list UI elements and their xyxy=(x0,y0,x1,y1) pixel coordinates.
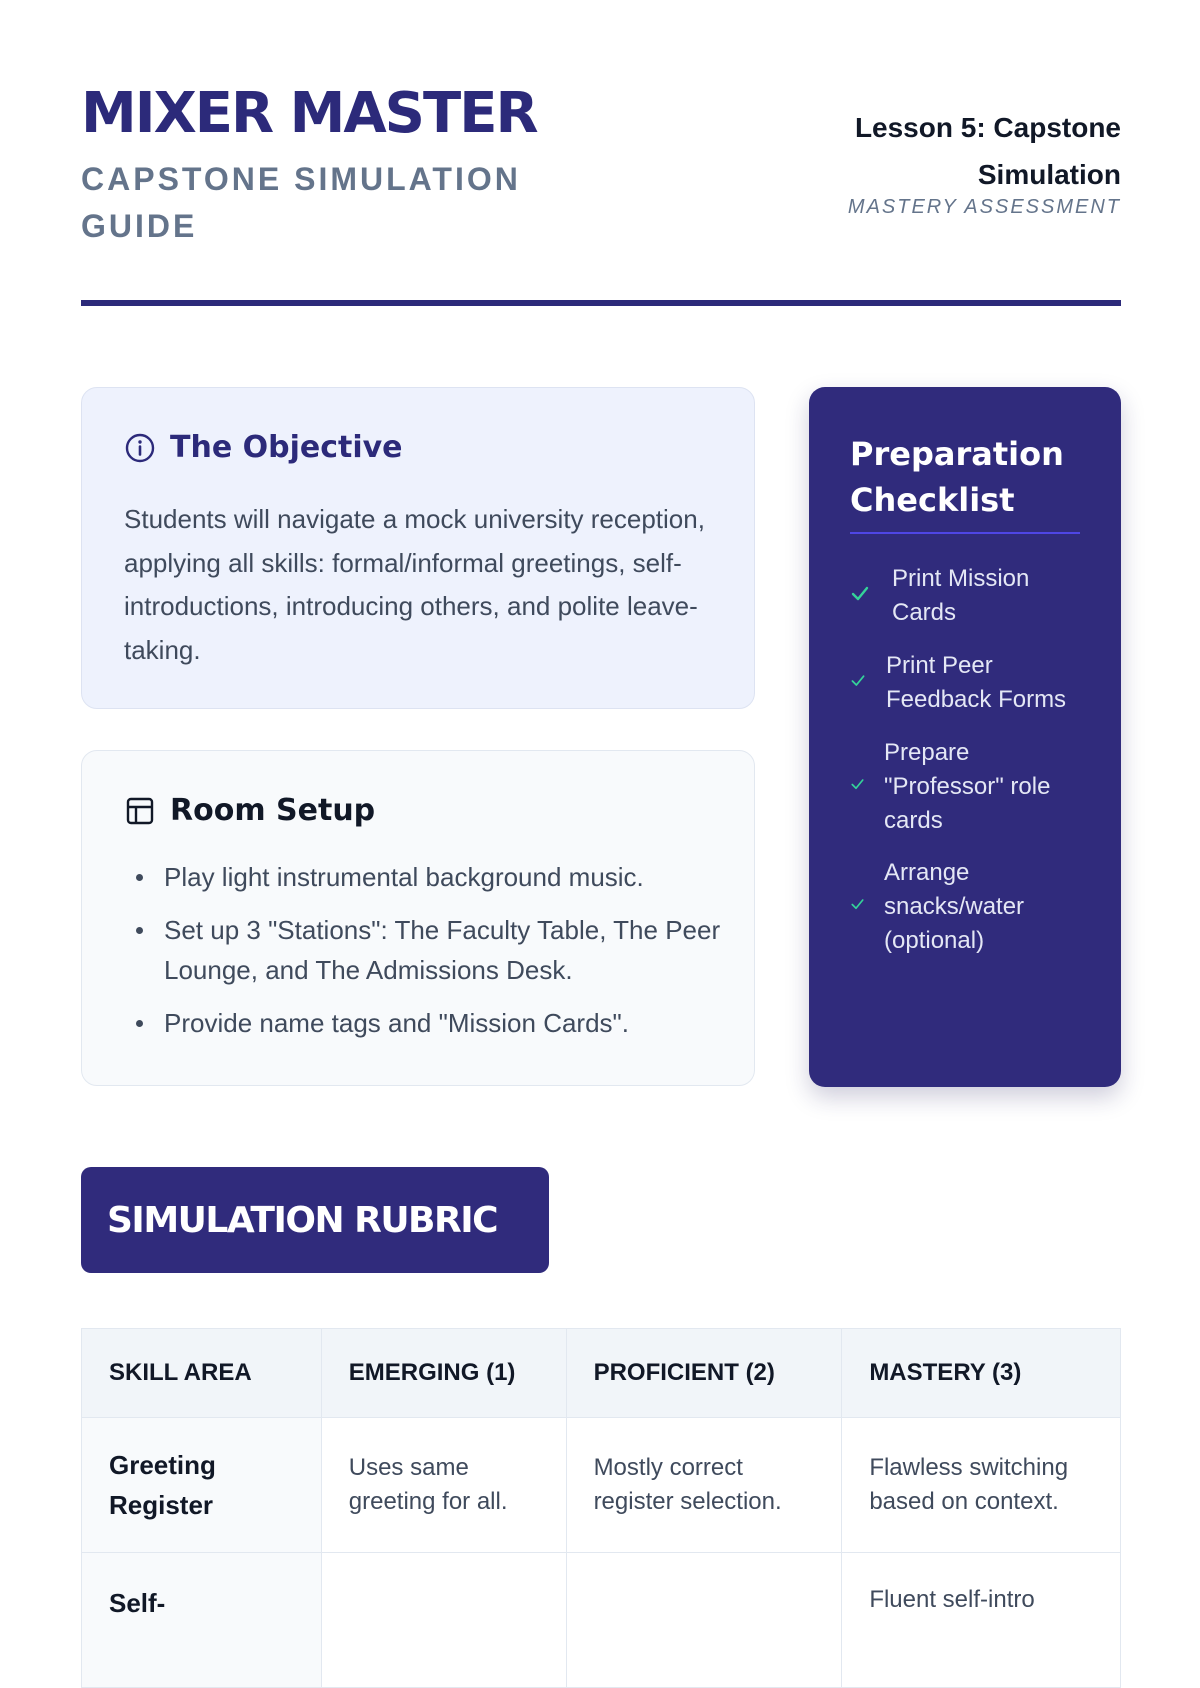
table-row xyxy=(82,1418,1121,1553)
table-row xyxy=(82,1553,1121,1688)
room-setup-card xyxy=(81,750,755,1086)
column-header: MASTERY (3) xyxy=(842,1329,1121,1418)
mastery-cell: Fluent self-intro xyxy=(842,1553,1121,1688)
objective-header xyxy=(124,432,403,464)
objective-body: Students will navigate a mock university reception, applying all skills: formal/informal greetings, self-introductions, introducing others, and polite leave-taking. xyxy=(124,504,705,665)
checklist-item-label: Arrange snacks/water (optional) xyxy=(884,859,1025,954)
room-setup-title: Room Setup xyxy=(170,793,376,828)
checklist-item-label: Prepare "Professor" role cards xyxy=(884,739,1051,834)
list-item: Set up 3 "Stations": The Faculty Table, The Peer Lounge, and The Admissions Desk. xyxy=(124,910,724,990)
checklist-item xyxy=(850,736,1090,838)
lesson-info xyxy=(801,104,1121,219)
mastery-cell: Flawless switching based on context. xyxy=(842,1418,1121,1553)
brand-subtitle: CAPSTONE SIMULATION GUIDE xyxy=(81,161,521,244)
emerging-cell xyxy=(321,1553,566,1688)
lesson-subtitle: MASTERY ASSESSMENT xyxy=(847,196,1121,218)
proficient-cell: Mostly correct register selection. xyxy=(566,1418,842,1553)
column-header: SKILL AREA xyxy=(82,1329,322,1418)
column-header: EMERGING (1) xyxy=(321,1329,566,1418)
check-icon xyxy=(850,673,886,694)
page-header xyxy=(81,82,1121,242)
preparation-checklist xyxy=(809,387,1121,1087)
room-setup-header xyxy=(124,795,375,827)
rubric-heading xyxy=(81,1167,549,1273)
objective-title: The Objective xyxy=(170,430,403,465)
lesson-title: Lesson 5: Capstone Simulation xyxy=(854,112,1121,190)
room-setup-list xyxy=(124,857,724,1056)
info-circle-icon xyxy=(124,432,156,464)
proficient-cell xyxy=(566,1553,842,1688)
checklist-item xyxy=(850,562,1090,630)
check-icon xyxy=(850,897,884,917)
skill-cell: Greeting Register xyxy=(82,1418,322,1553)
check-icon xyxy=(850,777,884,797)
checklist-item-label: Print Peer Feedback Forms xyxy=(886,652,1067,713)
checklist-item xyxy=(850,856,1090,958)
checklist-title: Preparation Checklist xyxy=(850,435,1064,519)
column-header: PROFICIENT (2) xyxy=(566,1329,842,1418)
rubric-heading-label: SIMULATION RUBRIC xyxy=(107,1199,498,1241)
emerging-cell: Uses same greeting for all. xyxy=(321,1418,566,1553)
objective-card xyxy=(81,387,755,709)
table-header-row xyxy=(82,1329,1121,1418)
checklist-item xyxy=(850,649,1090,717)
checklist-item-label: Print Mission Cards xyxy=(892,565,1030,626)
brand-title: MIXER MASTER xyxy=(81,81,537,146)
rubric-table xyxy=(81,1328,1121,1688)
list-item: Provide name tags and "Mission Cards". xyxy=(124,1003,724,1043)
header-divider xyxy=(81,300,1121,306)
list-item: Play light instrumental background music. xyxy=(124,857,724,897)
skill-cell: Self- xyxy=(82,1553,322,1688)
check-icon xyxy=(850,584,892,609)
checklist-divider xyxy=(850,532,1080,534)
layout-icon xyxy=(124,795,156,827)
